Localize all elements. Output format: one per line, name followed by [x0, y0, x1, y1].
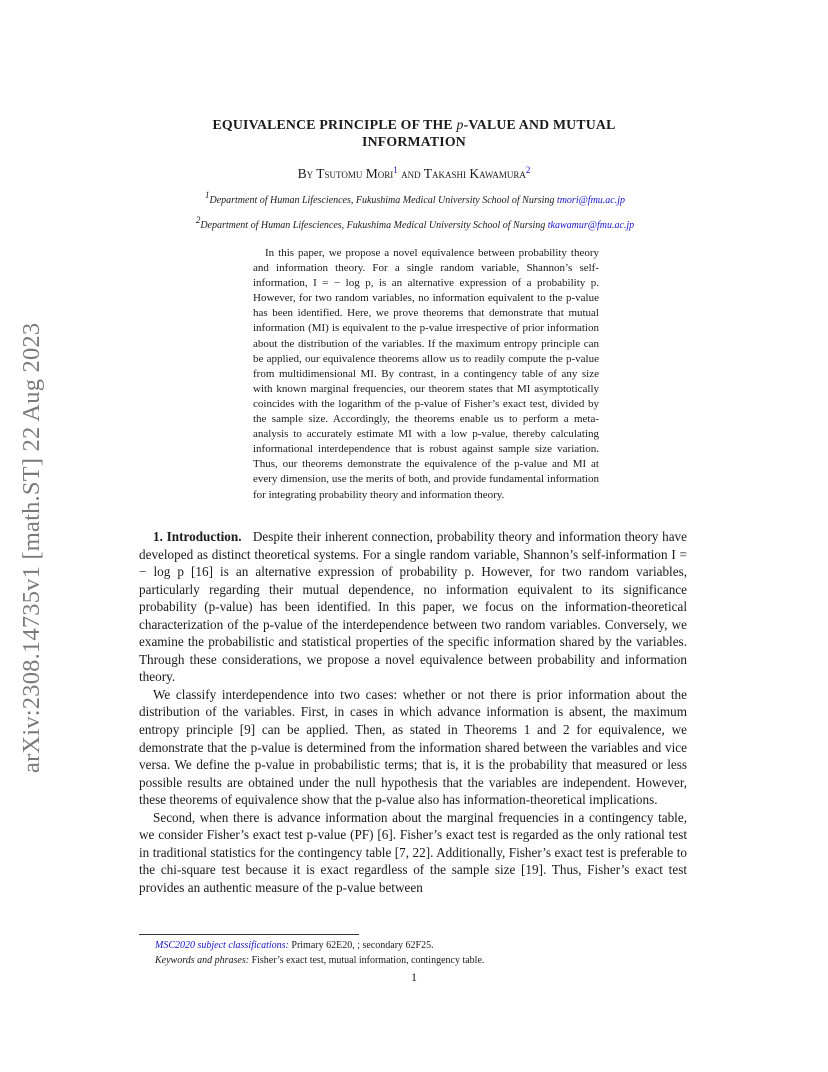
affiliation-number: 2: [195, 215, 201, 225]
title-p-symbol: p: [456, 117, 464, 132]
footnotes: [139, 938, 699, 968]
paragraph: Second, when there is advance information about the marginal frequencies in a contingency table, we consider Fisher’s exact test p-value (PF) [6]. Fisher’s exact test is regarded as the only rational test in traditional statistics for the contingency table [7, 22]. Additionally, Fisher’s exact test is preferable to the chi-square test because it is exact regardless of the sample size [19]. Thus, Fisher’s exact test provides an authentic measure of the p-value between: [139, 809, 687, 895]
keywords-label: Keywords and phrases:: [155, 955, 250, 966]
title-part: INFORMATION: [362, 134, 466, 149]
paragraph-text: Despite their inherent connection, probability theory and information theory have developed as distinct theoretical systems. For a single random variable, Shannon’s self-information I = − log p [16] is an alternative expression of probability p. However, for two random variables, particularly regarding their mutual dependence, no information equivalent to its significance probability (p-value) has been identified. In this paper, we focus on the information-theoretical characterization of the p-value of the interdependence between two random variables. Conversely, we examine the probabilistic and statistical properties of the specific information shared by the variables. Through these considerations, we propose a novel equivalence between probability and information theory.: [139, 529, 688, 685]
msc-footnote: [139, 938, 699, 953]
affiliation-link[interactable]: 2: [525, 165, 531, 175]
msc-link[interactable]: MSC2020 subject classifications:: [155, 940, 289, 951]
abstract-text: In this paper, we propose a novel equivalence between probability theory and information theory. For a single random variable, Shannon’s self-information, I = − log p, is an alternative expression of a probability p. However, for two random variables, no information equivalent to the p-value has been identified. Here, we prove theorems that demonstrate that mutual information (MI) is equivalent to the p-value irrespective of prior information about the distribution of the variables. If the maximum entropy principle can be applied, our equivalence theorems allow us to readily compute the p-value from multidimensional MI. By contrast, in a contingency table of any size with known marginal frequencies, our theorem states that MI asymptotically coincides with the logarithm of the p-value of Fisher’s exact test, divided by the sample size. Accordingly, the theorems enable us to perform a meta-analysis to accurately estimate MI with a low p-value, thereby calculating informational interdependence that is robust against sample size variation. Thus, our theorems demonstrate the equivalence of the p-value and MI at every dimension, use the merits of both, and provide fundamental information for integrating probability theory and information theory.: [253, 247, 599, 501]
email-link[interactable]: tkawamur@fmu.ac.jp: [547, 220, 635, 231]
affiliation-number: 1: [204, 190, 210, 200]
keywords-footnote: [139, 953, 699, 968]
arxiv-identifier: arXiv:2308.14735v1 [math.ST] 22 Aug 2023: [18, 322, 45, 773]
paragraph: We classify interdependence into two cases: whether or not there is prior information about the distribution of the variables. First, in cases in which advance information is absent, the maximum entropy principle [9] can be applied. Then, as stated in Theorems 1 and 2 for equivalence, we demonstrate that the p-value is determined from the information shared between the variables and vice versa. We define the p-value in probabilistic terms; that is, it is the probability that measured or less possible results are obtained under the null hypothesis that the variables are independent. However, these theorems of equivalence show that the p-value also has information-theoretical implications.: [139, 686, 687, 808]
affiliation: [120, 190, 710, 206]
msc-text: Primary 62E20, ; secondary 62F25.: [288, 940, 434, 951]
author-line: [150, 166, 678, 182]
introduction-section: [139, 528, 687, 896]
affiliation-text: Department of Human Lifesciences, Fukushima Medical University School of Nursing: [200, 220, 548, 231]
by-label: By: [297, 166, 317, 181]
paper-title: [150, 116, 678, 150]
affiliation-text: Department of Human Lifesciences, Fukushima Medical University School of Nursing: [209, 195, 557, 206]
author-name: Takashi Kawamura: [423, 166, 526, 181]
email-link[interactable]: tmori@fmu.ac.jp: [556, 195, 626, 206]
page-number: 1: [411, 970, 417, 984]
paragraph: [139, 528, 687, 686]
abstract: [253, 246, 599, 503]
affiliation: [120, 215, 710, 231]
title-part: -VALUE AND MUTUAL: [463, 117, 616, 132]
title-part: EQUIVALENCE PRINCIPLE OF THE: [212, 117, 457, 132]
section-heading: 1. Introduction.: [153, 529, 242, 544]
footnote-rule: [139, 934, 359, 935]
keywords-text: Fisher’s exact test, mutual information, contingency table.: [249, 955, 485, 966]
and-label: and: [397, 166, 424, 181]
author-name: Tsutomu Mori: [316, 166, 394, 181]
affiliation-link[interactable]: 1: [393, 165, 398, 175]
